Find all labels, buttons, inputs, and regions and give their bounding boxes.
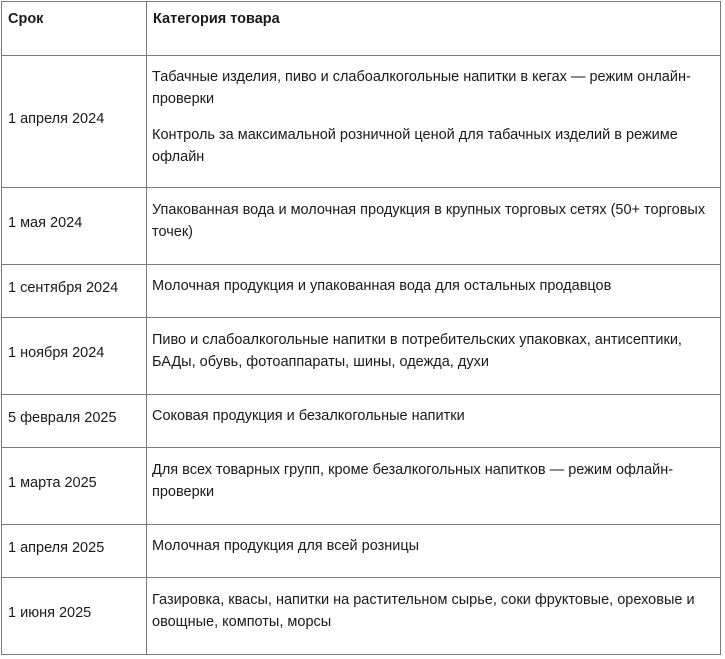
category-text: Табачные изделия, пиво и слабоалкогольные напитки в кегах — режим онлайн-проверки <box>152 68 691 107</box>
deadline-text: 1 сентября 2024 <box>8 280 119 296</box>
schedule-table <box>1 1 721 655</box>
deadline-text: 1 ноября 2024 <box>8 345 105 361</box>
category-text: Газировка, квасы, напитки на растительном сырье, соки фруктовые, ореховые и овощные, компоты, морсы <box>152 592 695 630</box>
deadline-cell <box>2 56 147 188</box>
table-row <box>2 525 721 578</box>
table-row <box>2 448 721 525</box>
deadline-cell <box>2 525 147 578</box>
category-text: Пиво и слабоалкогольные напитки в потребительских упаковках, антисептики, БАДы, обувь, фотоаппараты, шины, одежда, духи <box>152 332 682 370</box>
deadline-cell <box>2 188 147 265</box>
category-text: Для всех товарных групп, кроме безалкогольных напитков — режим офлайн-проверки <box>152 462 674 500</box>
deadline-text: 1 апреля 2024 <box>8 110 105 127</box>
category-cell <box>147 525 721 578</box>
category-cell <box>147 578 721 655</box>
category-cell <box>147 265 721 318</box>
deadline-text: 1 мая 2024 <box>8 215 83 231</box>
deadline-cell <box>2 318 147 395</box>
category-text: Молочная продукция для всей розницы <box>152 538 420 554</box>
deadline-text: 1 апреля 2025 <box>8 540 105 556</box>
deadline-text: 1 июня 2025 <box>8 605 92 621</box>
category-text: Молочная продукция и упакованная вода для остальных продавцов <box>152 278 612 294</box>
category-cell <box>147 448 721 525</box>
deadline-cell <box>2 578 147 655</box>
category-text: Соковая продукция и безалкогольные напитки <box>152 408 465 424</box>
table-row <box>2 56 721 188</box>
deadline-text: 1 марта 2025 <box>8 475 97 491</box>
table-row <box>2 578 721 655</box>
header-deadline: Срок <box>2 2 147 56</box>
deadline-cell <box>2 265 147 318</box>
category-text: Упакованная вода и молочная продукция в крупных торговых сетях (50+ торговых точек) <box>152 202 706 240</box>
table-row <box>2 395 721 448</box>
table-row <box>2 188 721 265</box>
category-cell <box>147 395 721 448</box>
deadline-cell <box>2 395 147 448</box>
category-cell <box>147 56 721 188</box>
header-category: Категория товара <box>147 2 721 56</box>
deadline-cell <box>2 448 147 525</box>
category-text: Контроль за максимальной розничной ценой для табачных изделий в режиме офлайн <box>152 126 678 165</box>
deadline-text: 5 февраля 2025 <box>8 410 117 426</box>
table-header-row <box>2 2 721 56</box>
category-cell <box>147 188 721 265</box>
table-row <box>2 265 721 318</box>
category-cell <box>147 318 721 395</box>
table-row <box>2 318 721 395</box>
